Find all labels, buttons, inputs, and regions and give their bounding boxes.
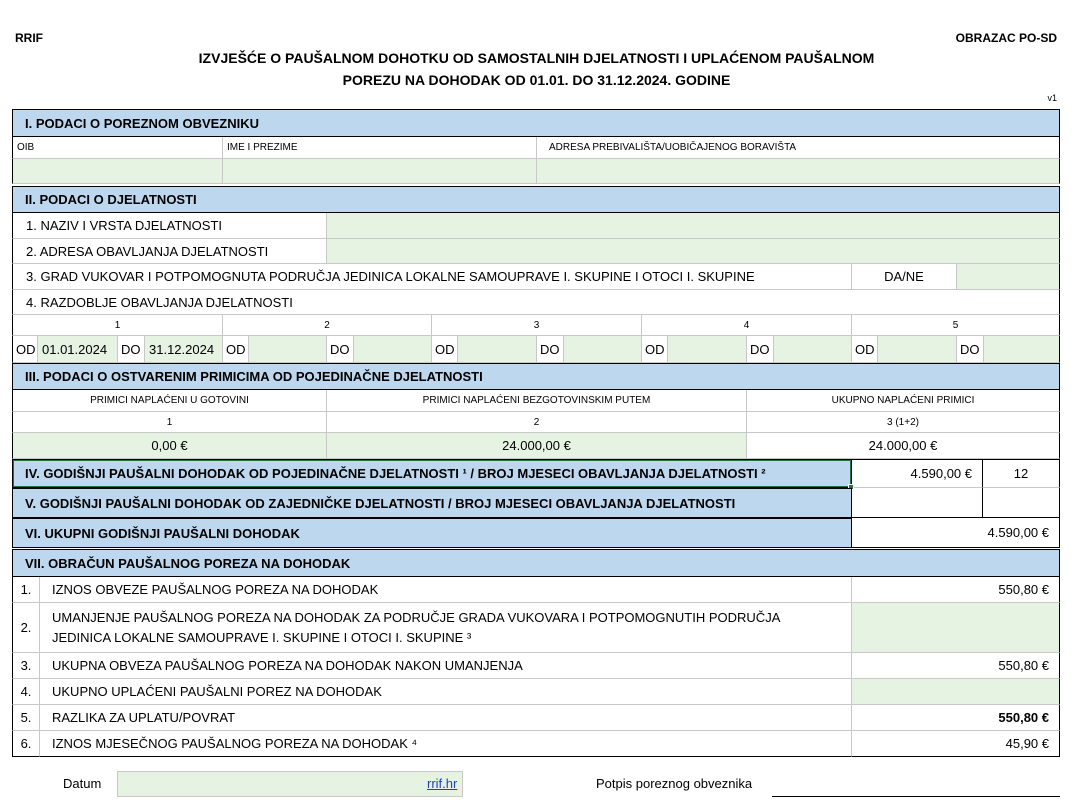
period-4-from-input[interactable]: [668, 336, 747, 363]
oib-input[interactable]: [12, 159, 223, 184]
section4-header[interactable]: IV. GODIŠNJI PAUŠALNI DOHODAK OD POJEDINAČNE DJELATNOSTI ¹ / BROJ MJESECI OBAVLJANJA DJELATNOSTI ²: [12, 459, 852, 488]
date-input[interactable]: [117, 771, 463, 797]
section7-header: VII. OBRAČUN PAUŠALNOG POREZA NA DOHODAK: [12, 549, 1060, 577]
cash-receipts-value[interactable]: 0,00 €: [12, 433, 327, 459]
period-1-from-label: OD: [12, 336, 38, 363]
vukovar-label: 3. GRAD VUKOVAR I POTPOMOGNUTA PODRUČJA JEDINICA LOKALNE SAMOUPRAVE I. SKUPINE I OTOCI I. SKUPINE: [12, 264, 852, 290]
period-1-from-input[interactable]: 01.01.2024: [38, 336, 118, 363]
tax-row-number: 5.: [12, 705, 40, 731]
date-label: Datum: [63, 776, 102, 791]
tax-row-value-input[interactable]: [852, 679, 1060, 705]
section6-header: VI. UKUPNI GODIŠNJI PAUŠALNI DOHODAK: [12, 518, 852, 548]
tax-row-value: 550,80 €: [852, 577, 1060, 603]
activity-address-label: 2. ADRESA OBAVLJANJA DJELATNOSTI: [12, 239, 327, 264]
address-input[interactable]: [537, 159, 1060, 184]
yes-no-label: DA/NE: [852, 264, 957, 290]
period-1-to-input[interactable]: 31.12.2024: [145, 336, 223, 363]
tax-row-number: 2.: [12, 603, 40, 653]
cashless-receipts-value[interactable]: 24.000,00 €: [327, 433, 747, 459]
period-2-number: 2: [223, 315, 432, 336]
period-2-to-input[interactable]: [354, 336, 432, 363]
address-label: ADRESA PREBIVALIŠTA/UOBIČAJENOG BORAVIŠTA: [537, 137, 1060, 159]
total-receipts-label: UKUPNO NAPLAĆENI PRIMICI: [747, 390, 1060, 412]
name-input[interactable]: [223, 159, 537, 184]
period-5-to-label: DO: [957, 336, 984, 363]
yes-no-input[interactable]: [957, 264, 1060, 290]
period-3-number: 3: [432, 315, 642, 336]
total-receipts-value: 24.000,00 €: [747, 433, 1060, 459]
tax-row-label: IZNOS MJESEČNOG PAUŠALNOG POREZA NA DOHODAK ⁴: [40, 731, 852, 757]
cash-receipts-label: PRIMICI NAPLAĆENI U GOTOVINI: [12, 390, 327, 412]
section1-header: I. PODACI O POREZNOM OBVEZNIKU: [12, 109, 1060, 137]
period-5-from-label: OD: [852, 336, 878, 363]
period-3-from-input[interactable]: [458, 336, 537, 363]
period-3-from-label: OD: [432, 336, 458, 363]
form-code: OBRAZAC PO-SD: [955, 31, 1057, 45]
tax-row-number: 1.: [12, 577, 40, 603]
period-1-number: 1: [12, 315, 223, 336]
tax-row-value-input[interactable]: [852, 603, 1060, 653]
period-3-to-label: DO: [537, 336, 564, 363]
individual-months-value: 12: [983, 459, 1060, 488]
period-5-number: 5: [852, 315, 1060, 336]
period-3-to-input[interactable]: [564, 336, 642, 363]
form-title-line1: IZVJEŠĆE O PAUŠALNOM DOHOTKU OD SAMOSTALNIH DJELATNOSTI I UPLAĆENOM PAUŠALNOM: [198, 50, 875, 66]
period-4-number: 4: [642, 315, 852, 336]
activity-address-input[interactable]: [327, 239, 1060, 264]
section3-header: III. PODACI O OSTVARENIM PRIMICIMA OD POJEDINAČNE DJELATNOSTI: [12, 363, 1060, 390]
joint-income-value: [852, 488, 983, 518]
cashless-receipts-label: PRIMICI NAPLAĆENI BEZGOTOVINSKIM PUTEM: [327, 390, 747, 412]
publisher-label: RRIF: [15, 31, 43, 45]
activity-name-input[interactable]: [327, 213, 1060, 239]
oib-label: OIB: [12, 137, 223, 159]
name-label: IME I PREZIME: [223, 137, 537, 159]
rrif-link[interactable]: rrif.hr: [427, 776, 458, 791]
period-4-to-label: DO: [747, 336, 774, 363]
period-5-from-input[interactable]: [878, 336, 957, 363]
signature-line: [772, 796, 1060, 797]
tax-row-label: RAZLIKA ZA UPLATU/POVRAT: [40, 705, 852, 731]
tax-row-value: 45,90 €: [852, 731, 1060, 757]
period-4-from-label: OD: [642, 336, 668, 363]
total-receipts-number: 3 (1+2): [747, 412, 1060, 433]
form-title-line2: POREZU NA DOHODAK OD 01.01. DO 31.12.2024. GODINE: [342, 72, 731, 88]
tax-row-label: UMANJENJE PAUŠALNOG POREZA NA DOHODAK ZA PODRUČJE GRADA VUKOVARA I POTPOMOGNUTIH PODRUČJA JEDINICA LOKALNE SAMOUPRAVE I. SKUPINE I OTOCI I. SKUPINE ³: [40, 603, 852, 653]
period-label: 4. RAZDOBLJE OBAVLJANJA DJELATNOSTI: [12, 290, 1060, 315]
version-label: v1: [1047, 93, 1057, 103]
tax-row-number: 3.: [12, 653, 40, 679]
tax-row-label: UKUPNO UPLAĆENI PAUŠALNI POREZ NA DOHODAK: [40, 679, 852, 705]
period-4-to-input[interactable]: [774, 336, 852, 363]
cash-receipts-number: 1: [12, 412, 327, 433]
period-2-to-label: DO: [327, 336, 354, 363]
section2-header: II. PODACI O DJELATNOSTI: [12, 186, 1060, 213]
tax-row-number: 6.: [12, 731, 40, 757]
tax-row-label: IZNOS OBVEZE PAUŠALNOG POREZA NA DOHODAK: [40, 577, 852, 603]
cashless-receipts-number: 2: [327, 412, 747, 433]
activity-name-label: 1. NAZIV I VRSTA DJELATNOSTI: [12, 213, 327, 239]
tax-row-value: 550,80 €: [852, 705, 1060, 731]
period-2-from-input[interactable]: [249, 336, 327, 363]
tax-row-number: 4.: [12, 679, 40, 705]
period-1-to-label: DO: [118, 336, 145, 363]
total-income-value: 4.590,00 €: [852, 518, 1060, 548]
tax-row-label: UKUPNA OBVEZA PAUŠALNOG POREZA NA DOHODAK NAKON UMANJENJA: [40, 653, 852, 679]
signature-label: Potpis poreznog obveznika: [596, 776, 753, 791]
individual-income-value: 4.590,00 €: [852, 459, 983, 488]
period-5-to-input[interactable]: [984, 336, 1060, 363]
joint-months-value: [983, 488, 1060, 518]
tax-row-value: 550,80 €: [852, 653, 1060, 679]
period-2-from-label: OD: [223, 336, 249, 363]
section5-header: V. GODIŠNJI PAUŠALNI DOHODAK OD ZAJEDNIČKE DJELATNOSTI / BROJ MJESECI OBAVLJANJA DJELATNOSTI: [12, 488, 852, 518]
